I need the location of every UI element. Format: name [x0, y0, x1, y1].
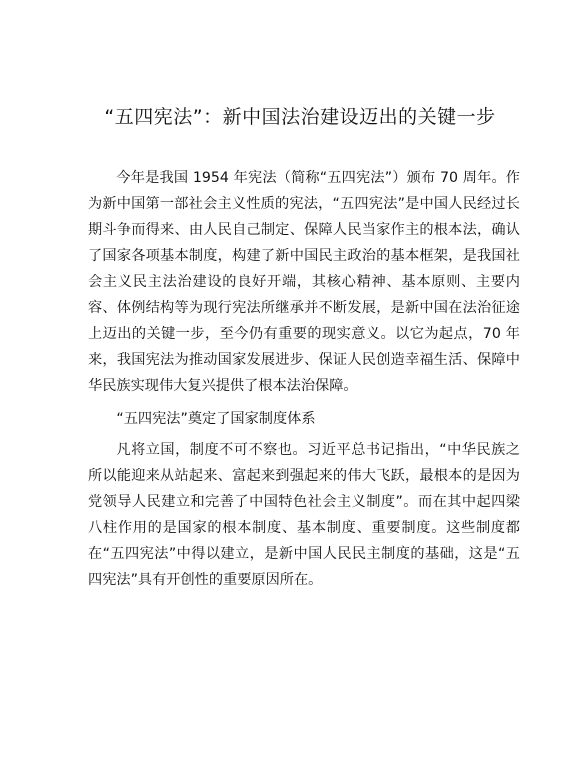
- article-title: “五四宪法”：新中国法治建设迈出的关键一步: [104, 106, 496, 128]
- article-body: [88, 165, 520, 593]
- section-heading: “五四宪法”奠定了国家制度体系: [116, 411, 316, 427]
- paragraph-intro: 今年是我国 1954 年宪法（简称“五四宪法”）颁布 70 周年。作为新中国第一部社会主义性质的宪法，“五四宪法”是中国人民经过长期斗争而得来、由人民自己制定、保障人民当家作主的根本法，确认了国家各项基本制度，构建了新中国民主政治的基本框架，是我国社会主义民主法治建设的良好开端，其核心精神、基本原则、主要内容、体例结构等为现行宪法所继承并不断发展，是新中国在法治征途上迈出的关键一步，至今仍有重要的现实意义。以它为起点，70 年来，我国宪法为推动国家发展进步、保证人民创造幸福生活、保障中华民族实现伟大复兴提供了根本法治保障。: [88, 170, 520, 394]
- paragraph-institutions: 凡将立国，制度不可不察也。习近平总书记指出，“中华民族之所以能迎来从站起来、富起来到强起来的伟大飞跃，最根本的是因为党领导人民建立和完善了中国特色社会主义制度”。而在其中起四梁八柱作用的是国家的根本制度、基本制度、重要制度。这些制度都在“五四宪法”中得以建立，是新中国人民民主制度的基础，这是“五四宪法”具有开创性的重要原因所在。: [88, 442, 520, 588]
